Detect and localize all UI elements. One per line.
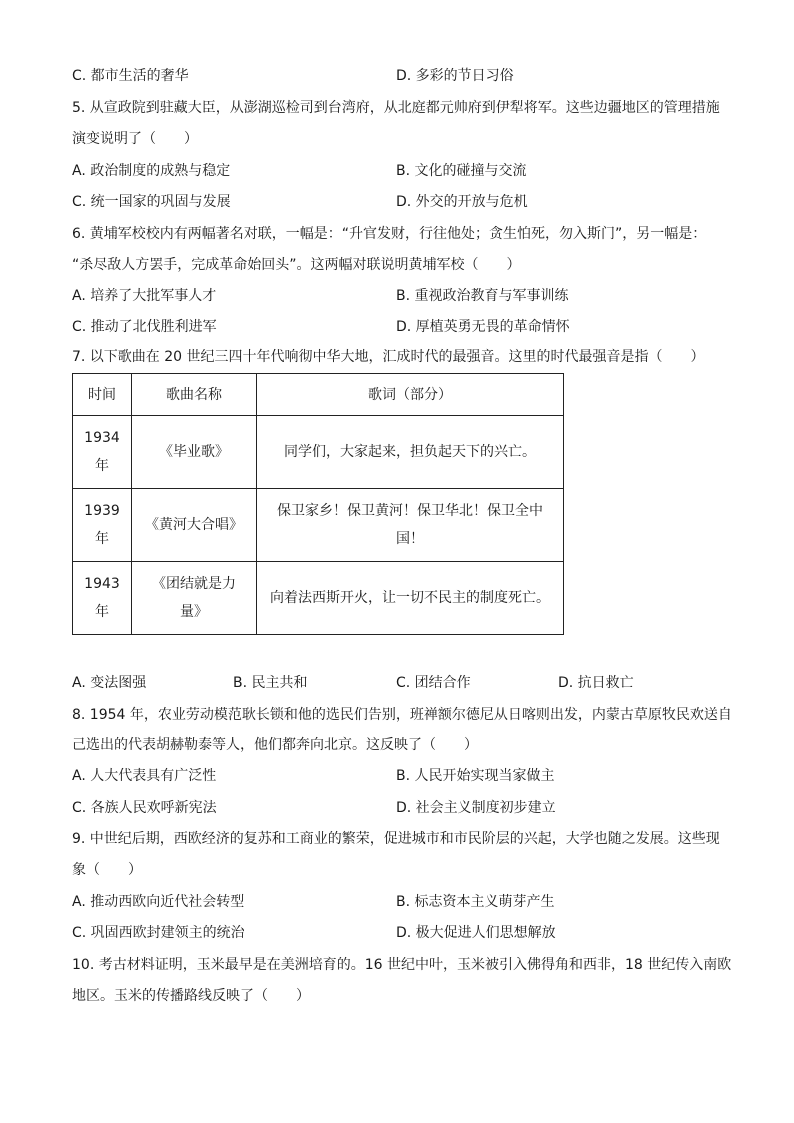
q6-stem-line2: “杀尽敌人方罢手，完成革命始回头”。这两幅对联说明黄埔军校（ ）	[72, 257, 521, 273]
q7-option-c: C. 团结合作	[396, 675, 471, 691]
q5-option-a: A. 政治制度的成熟与稳定	[72, 163, 231, 179]
q5-option-b: B. 文化的碰撞与交流	[396, 163, 527, 179]
q5-option-d: D. 外交的开放与危机	[396, 194, 528, 210]
table-row	[73, 416, 564, 489]
q5-stem-line2: 演变说明了（ ）	[72, 131, 198, 147]
row-song	[132, 562, 257, 635]
q8-option-d: D. 社会主义制度初步建立	[396, 800, 556, 816]
row-song: 《毕业歌》	[132, 416, 257, 489]
q9-option-a: A. 推动西欧向近代社会转型	[72, 894, 245, 910]
q6-option-a: A. 培养了大批军事人才	[72, 288, 217, 304]
row-lyrics: 向着法西斯开火，让一切不民主的制度死亡。	[257, 562, 564, 635]
row-lyrics-line1: 保卫家乡！保卫黄河！保卫华北！保卫全中	[277, 503, 543, 519]
q8-stem-line2: 己选出的代表胡赫勒泰等人，他们都奔向北京。这反映了（ ）	[72, 737, 478, 753]
q6-option-d: D. 厚植英勇无畏的革命情怀	[396, 319, 570, 335]
q7-stem: 7. 以下歌曲在 20 世纪三四十年代响彻中华大地，汇成时代的最强音。这里的时代最强音是指（ ）	[72, 349, 705, 365]
q8-option-c: C. 各族人民欢呼新宪法	[72, 800, 217, 816]
header-lyrics: 歌词（部分）	[257, 374, 564, 416]
row-year: 1939	[84, 503, 120, 519]
row-lyrics	[257, 489, 564, 562]
q8-stem-line1: 8. 1954 年，农业劳动模范耿长锁和他的选民们告别，班禅额尔德尼从日喀则出发，内蒙古草原牧民欢送自	[72, 707, 732, 723]
table-header-row	[73, 374, 564, 416]
songs-table	[72, 373, 564, 635]
q10-stem-line1: 10. 考古材料证明，玉米最早是在美洲培育的。16 世纪中叶，玉米被引入佛得角和西非，18 世纪传入南欧	[72, 957, 732, 973]
header-song: 歌曲名称	[132, 374, 257, 416]
prev-option-c: C. 都市生活的奢华	[72, 68, 189, 84]
row-time	[73, 416, 132, 489]
row-year-unit: 年	[95, 458, 109, 474]
row-time	[73, 562, 132, 635]
row-year: 1943	[84, 576, 120, 592]
row-lyrics-line2: 国！	[396, 531, 424, 547]
q10-stem-line2: 地区。玉米的传播路线反映了（ ）	[72, 988, 310, 1004]
q7-option-d: D. 抗日救亡	[558, 675, 634, 691]
prev-option-d: D. 多彩的节日习俗	[396, 68, 514, 84]
q8-option-b: B. 人民开始实现当家做主	[396, 768, 555, 784]
q7-option-a: A. 变法图强	[72, 675, 147, 691]
table-row	[73, 562, 564, 635]
q5-stem-line1: 5. 从宣政院到驻藏大臣，从澎湖巡检司到台湾府，从北庭都元帅府到伊犁将军。这些边疆地区的管理措施	[72, 100, 720, 116]
q9-stem-line2: 象（ ）	[72, 862, 142, 878]
q6-option-b: B. 重视政治教育与军事训练	[396, 288, 569, 304]
q9-option-d: D. 极大促进人们思想解放	[396, 925, 556, 941]
row-song: 《黄河大合唱》	[132, 489, 257, 562]
row-song-line1: 《团结就是力	[152, 576, 236, 592]
row-time	[73, 489, 132, 562]
q7-option-b: B. 民主共和	[233, 675, 308, 691]
q6-option-c: C. 推动了北伐胜利进军	[72, 319, 217, 335]
q8-option-a: A. 人大代表具有广泛性	[72, 768, 217, 784]
header-time: 时间	[73, 374, 132, 416]
q6-stem-line1: 6. 黄埔军校校内有两幅著名对联，一幅是：“升官发财，行往他处；贪生怕死，勿入斯门”，另一幅是：	[72, 226, 707, 242]
row-song-line2: 量》	[180, 604, 208, 620]
table-row	[73, 489, 564, 562]
q9-option-c: C. 巩固西欧封建领主的统治	[72, 925, 245, 941]
row-year: 1934	[84, 430, 120, 446]
q9-option-b: B. 标志资本主义萌芽产生	[396, 894, 555, 910]
q9-stem-line1: 9. 中世纪后期，西欧经济的复苏和工商业的繁荣，促进城市和市民阶层的兴起，大学也随之发展。这些现	[72, 831, 720, 847]
row-year-unit: 年	[95, 531, 109, 547]
q5-option-c: C. 统一国家的巩固与发展	[72, 194, 231, 210]
row-lyrics: 同学们，大家起来，担负起天下的兴亡。	[257, 416, 564, 489]
row-year-unit: 年	[95, 604, 109, 620]
